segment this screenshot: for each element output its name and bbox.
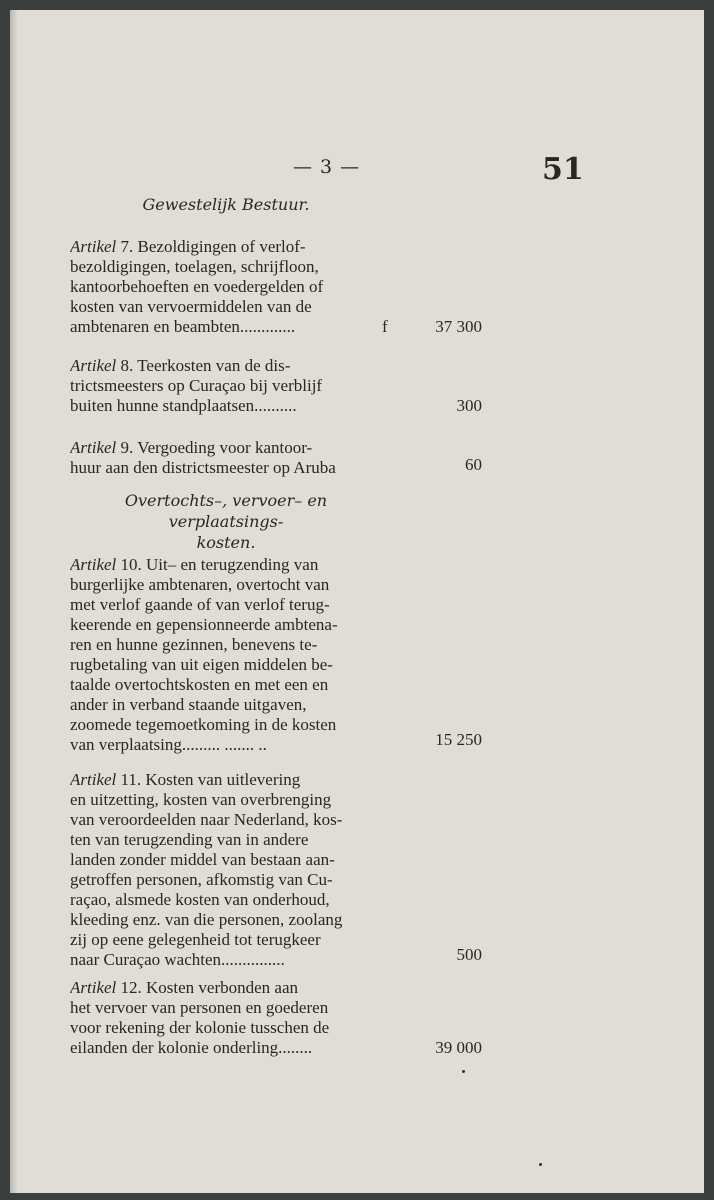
article-line: burgerlijke ambtenaren, overtocht van [70,575,330,594]
article-line: rugbetaling van uit eigen middelen be- [70,655,333,674]
article-line: kantoorbehoeften en voedergelden of [70,277,324,296]
article-number: 7. [120,237,134,256]
article-7 [70,237,382,337]
amount-article-9: 60 [465,455,482,474]
article-line: ambtenaren en beambten............. [70,317,296,336]
article-line: Artikel 11. Kosten van uitlevering [70,770,301,789]
article-line: Artikel 7. Bezoldigingen of verlof- [70,237,306,256]
article-line: het vervoer van personen en goederen [70,998,329,1017]
article-line: van veroordeelden naar Nederland, kos- [70,810,343,829]
article-line: Artikel 9. Vergoeding voor kantoor- [70,438,313,457]
amount-article-7: 37 300 [435,317,482,336]
article-number: 12. [120,978,142,997]
article-8 [70,356,382,416]
article-line: kosten van vervoermiddelen van de [70,297,312,316]
page-edge-shadow [10,10,18,1193]
article-line: met verlof gaande of van verlof terug- [70,595,330,614]
article-line: kleeding enz. van die personen, zoolang [70,910,343,929]
article-line: buiten hunne standplaatsen.......... [70,396,297,415]
page-number: 51 [542,152,584,187]
article-label: Artikel [70,978,117,997]
article-label: Artikel [70,555,117,574]
article-label: Artikel [70,237,117,256]
amount-article-12: 39 000 [435,1038,482,1057]
article-label: Artikel [70,356,117,375]
article-line: bezoldigingen, toelagen, schrijfloon, [70,257,319,276]
article-line: landen zonder middel van bestaan aan- [70,850,335,869]
article-line: getroffen personen, afkomstig van Cu- [70,870,333,889]
article-10 [70,555,382,755]
article-line: keerende en gepensionneerde ambtena- [70,615,338,634]
article-line: naar Curaçao wachten............... [70,950,285,969]
article-number: 10. [120,555,142,574]
article-line: trictsmeesters op Curaçao bij verblijf [70,376,323,395]
article-11 [70,770,382,970]
article-line: ander in verband staande uitgaven, [70,695,307,714]
article-12 [70,978,382,1058]
article-number: 11. [120,770,142,789]
article-line: raçao, alsmede kosten van onderhoud, [70,890,330,909]
ink-speck [539,1163,542,1166]
article-9 [70,438,382,478]
article-line: taalde overtochtskosten en met een en [70,675,329,694]
amount-article-11: 500 [456,945,482,964]
article-number: 9. [120,438,134,457]
article-line: Artikel 8. Teerkosten van de dis- [70,356,291,375]
article-line: zoomede tegemoetkoming in de kosten [70,715,337,734]
article-label: Artikel [70,438,117,457]
article-line: van verplaatsing......... ....... .. [70,735,267,754]
article-line: huur aan den districtsmeester op Aruba [70,458,336,477]
article-line: en uitzetting, kosten van overbrenging [70,790,332,809]
document-page [10,10,704,1193]
article-label: Artikel [70,770,117,789]
currency-symbol: f [382,317,388,336]
amount-article-10: 15 250 [435,730,482,749]
article-line: ren en hunne gezinnen, benevens te- [70,635,318,654]
section-heading-gewestelijk: Gewestelijk Bestuur. [142,195,310,214]
amount-article-8: 300 [456,396,482,415]
article-line: Artikel 10. Uit– en terugzending van [70,555,319,574]
article-line: Artikel 12. Kosten verbonden aan [70,978,299,997]
ink-speck [462,1070,465,1073]
article-line: eilanden der kolonie onderling........ [70,1038,313,1057]
article-number: 8. [120,356,134,375]
article-line: ten van terugzending van in andere [70,830,309,849]
section-heading-overtochts: Overtochts–, vervoer– en verplaatsings- kosten. [124,491,328,552]
article-line: zij op eene gelegenheid tot terugkeer [70,930,321,949]
page-marker: — 3 — [293,156,361,178]
article-line: voor rekening der kolonie tusschen de [70,1018,330,1037]
